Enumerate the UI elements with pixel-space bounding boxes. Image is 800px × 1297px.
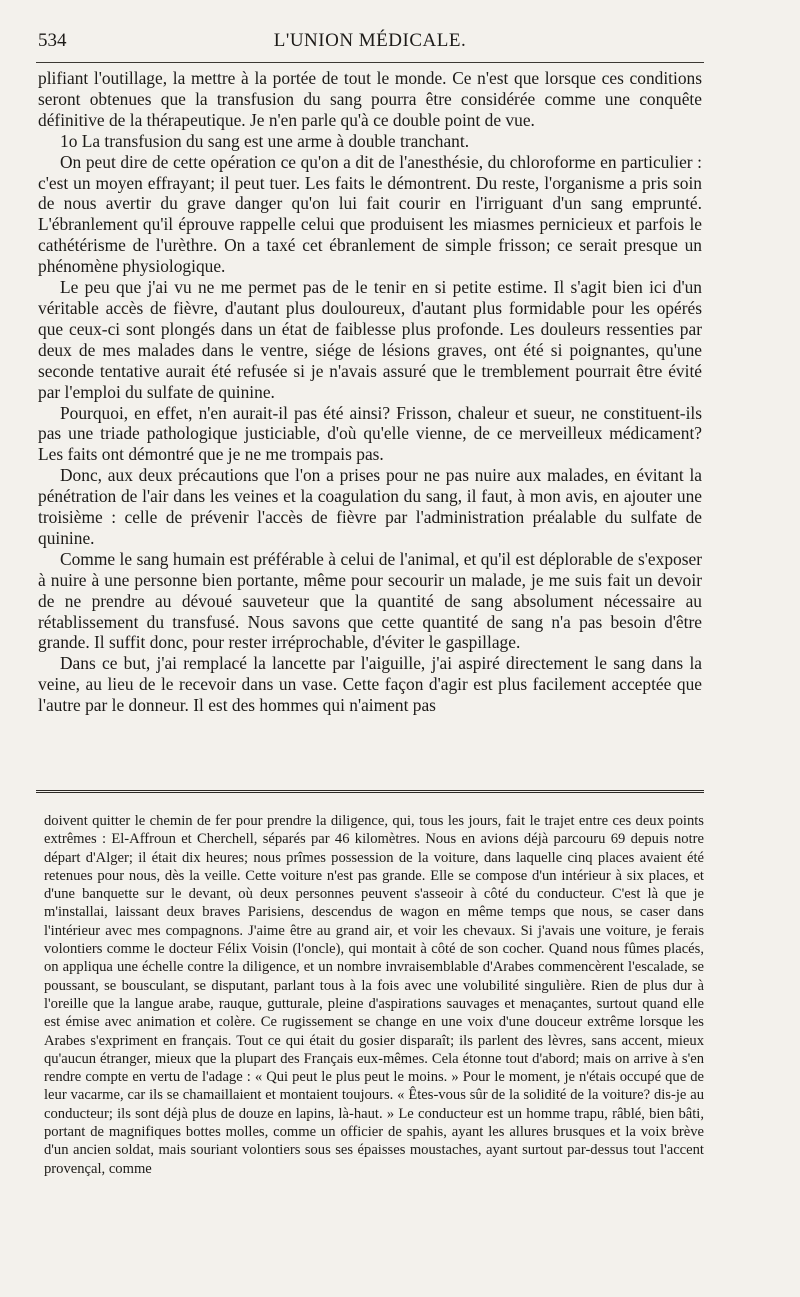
footnote-rule bbox=[36, 790, 704, 793]
paragraph: Donc, aux deux précautions que l'on a prises pour ne pas nuire aux malades, en évitant la pénétration de l'air dans les veines et la coagulation du sang, il faut, à mon avis, en ajouter une troisième : celle de prévenir l'accès de fièvre par l'administration préalable du sulfate de quinine. bbox=[38, 465, 702, 548]
paragraph: Pourquoi, en effet, n'en aurait-il pas été ainsi? Frisson, chaleur et sueur, ne constituent-ils pas une triade pathologique justiciable, d'où qu'elle vienne, de ce merveilleux médicament? Les faits ont démontré que je ne me trompais pas. bbox=[38, 402, 702, 465]
paragraph: 1o La transfusion du sang est une arme à double tranchant. bbox=[60, 130, 470, 151]
paragraph: On peut dire de cette opération ce qu'on a dit de l'anesthésie, du chloroforme en particulier : c'est un moyen effrayant; il peut tuer. Les faits le démontrent. Du reste, l'organisme a pris soin de nous avertir du grave danger qu'on lui fait courir en l'irriguant d'un sang emprunté. L'ébranlement qu'il éprouve rappelle celui que produisent les miasmes pernicieux et parfois le cathétérisme de l'urèthre. On a taxé cet ébranlement de simple frisson; ce serait presque un phénomène physiologique. bbox=[38, 151, 702, 277]
header-rule bbox=[36, 62, 704, 63]
footnote-paragraph: doivent quitter le chemin de fer pour prendre la diligence, qui, tous les jours, fait le trajet entre ces deux points extrêmes : El-Affroun et Cherchell, séparés par 46 kilomètres. Nous en avions déjà parcouru 69 depuis notre départ d'Alger; il était dix heures; nous prîmes possession de la voiture, dans laquelle cinq places avaient été retenues pour nous, dès la veille. Cette voiture n'est pas grande. Elle se compose d'un intérieur à six places, et d'une banquette sur le devant, où deux personnes peuvent s'asseoir à côté du conducteur. C'est là que je m'installai, laissant deux braves Parisiens, descendus de wagon en même temps que nous, se caser dans l'intérieur avec mes compagnons. J'aime être au grand air, et voir les chevaux. Si j'avais une voiture, je ferais volontiers comme le docteur Félix Voisin (l'oncle), qui montait à côté de son cocher. Quand nous fûmes placés, on appliqua une échelle contre la diligence, et un nombre invraisemblable d'Arabes commencèrent l'escalade, se poussant, se bousculant, se disputant, parlant tous à la fois avec une volubilité singulière. Rien de plus dur à l'oreille que la langue arabe, rauque, gutturale, pleine d'aspirations sauvages et menaçantes, surtout quand elle est émise avec animation et colère. Ce rugissement se change en une voix d'une douceur extrême lorsque les Arabes s'expriment en français. Tout ce qui était du gosier disparaît; ils parlent des lèvres, sans accent, mieux qu'aucun étranger, mieux que la plupart des Français eux-mêmes. Cela étonne tout d'abord; mais on arrive à s'en rendre compte en vertu de l'adage : « Qui peut le plus peut le moins. » Pour le moment, je n'étais occupé que de leur vacarme, car ils se chamaillaient et montaient toujours. « Êtes-vous sûr de la solidité de la voiture? dis-je au conducteur; ils sont déjà plus de douze en lapins, là-haut. » Le conducteur est un homme trapu, râblé, bien bâti, portant de magnifiques bottes molles, comme un officier de spahis, ayant les allures brusques et la voix brève d'un ancien soldat, mais souriant volontiers sous ses épaisses moustaches, ayant surtout par-dessus tout l'accent provençal, comme bbox=[44, 813, 704, 1177]
paragraph: Le peu que j'ai vu ne me permet pas de le tenir en si petite estime. Il s'agit bien ici d'un véritable accès de fièvre, d'autant plus douloureux, d'autant plus formidable pour les opérés que ceux-ci sont plongés dans un état de faiblesse plus profonde. Les douleurs ressenties par deux de mes malades dans le ventre, siége de lésions graves, ont été si poignantes, qu'une seconde tentative aurait été refusée si je n'avais assuré que le tremblement pourrait être évité par l'emploi du sulfate de quinine. bbox=[38, 277, 702, 402]
page-header bbox=[38, 30, 702, 54]
main-text bbox=[38, 68, 702, 716]
footnote bbox=[44, 812, 704, 1178]
paragraph: plifiant l'outillage, la mettre à la portée de tout le monde. Ce n'est que lorsque ces conditions seront obtenues que la transfusion du sang pourra être considérée comme une conquête définitive de la thérapeutique. Je n'en parle qu'à ce double point de vue. bbox=[38, 68, 702, 130]
paragraph: Dans ce but, j'ai remplacé la lancette par l'aiguille, j'ai aspiré directement le sang dans la veine, au lieu de le recevoir dans un vase. Cette façon d'agir est plus facilement acceptée que l'autre par le donneur. Il est des hommes qui n'aiment pas bbox=[38, 653, 702, 716]
page-number: 534 bbox=[38, 30, 67, 51]
running-title: L'UNION MÉDICALE. bbox=[273, 30, 467, 51]
paragraph: Comme le sang humain est préférable à celui de l'animal, et qu'il est déplorable de s'exposer à nuire à une personne bien portante, même pour secourir un malade, je me suis fait un devoir de ne prendre au dévoué sauveteur que la quantité de sang absolument nécessaire au rétablissement du transfusé. Nous savons que cette quantité de sang n'a pas besoin d'être grande. Il suffit donc, pour rester irréprochable, d'éviter le gaspillage. bbox=[38, 548, 702, 653]
